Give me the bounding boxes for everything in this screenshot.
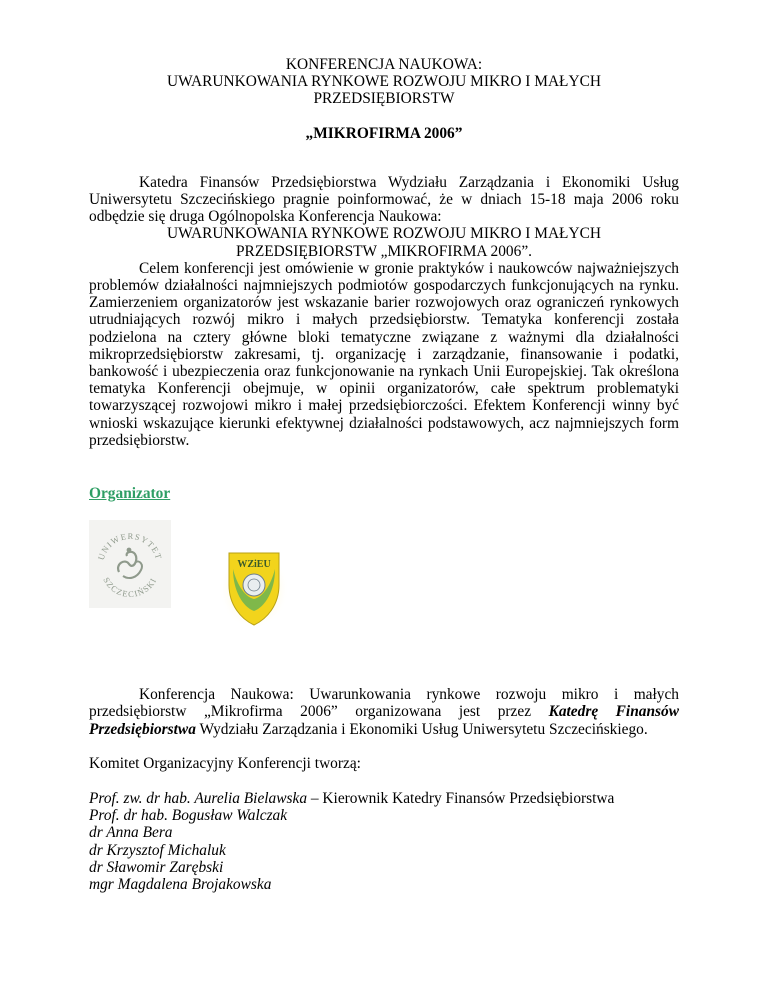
- svg-text:UNIWERSYTET: UNIWERSYTET: [95, 531, 165, 562]
- committee-members: [89, 790, 679, 893]
- document-page: [89, 56, 679, 893]
- member-name: Prof. zw. dr hab. Aurelia Bielawska: [89, 790, 308, 808]
- organizer-para-before: Konferencja Naukowa: Uwarunkowania rynkowe rozwoju mikro i małych przedsiębiorstw „Mikrofirma 2006” organizowana jest przez: [89, 686, 679, 721]
- organizer-para-after: Wydziału Zarządzania i Ekonomiki Usług Uniwersytetu Szczecińskiego.: [199, 720, 648, 738]
- svg-text:SZCZECIŃSKI: SZCZECIŃSKI: [101, 575, 159, 600]
- organizer-paragraph: [89, 686, 679, 738]
- goal-paragraph: Celem konferencji jest omówienie w gronie praktyków i naukowców najważniejszych problemów działalności najmniejszych podmiotów gospodarczych funkcjonujących na rynku. Zamierzeniem organizatorów jest wskazanie barier rozwojowych oraz ograniczeń rynkowych utrudniających rozwój mikro i małych przedsiębiorstw. Tematyka konferencji została podzielona na cztery główne bloki tematyczne związane z ważnymi dla działalności mikroprzedsiębiorstw zakresami, tj. organizację i zarządzanie, finansowanie i podatki, bankowość i ubezpieczenia oraz funkcjonowanie na rynkach Unii Europejskiej. Tak określona tematyka Konferencji obejmuje, w opinii organizatorów, całe spektrum problematyki towarzyszącej rozwojowi mikro i małej przedsiębiorczości. Efektem Konferencji winny być wnioski wskazujące kierunki efektywnej działalności podstawowych, acz najmniejszych form przedsiębiorstw.: [89, 259, 679, 449]
- committee-intro: Komitet Organizacyjny Konferencji tworzą:: [89, 754, 361, 772]
- conference-header: [89, 56, 679, 108]
- header-line-2: UWARUNKOWANIA RYNKOWE ROZWOJU MIKRO I MAŁYCH: [167, 73, 601, 91]
- intro-center-line-2: PRZEDSIĘBIORSTW „MIKROFIRMA 2006”.: [236, 242, 532, 260]
- header-line-1: KONFERENCJA NAUKOWA:: [285, 56, 483, 73]
- university-szczecin-logo: [89, 520, 171, 608]
- intro-center-line-1: UWARUNKOWANIA RYNKOWE ROZWOJU MIKRO I MAŁYCH: [167, 225, 601, 243]
- member-name: dr Krzysztof Michaluk: [89, 841, 226, 859]
- member-name: dr Sławomir Zarębski: [89, 858, 224, 876]
- committee-member: [89, 876, 679, 893]
- organizer-logos: [89, 520, 679, 640]
- committee-member: [89, 842, 679, 859]
- committee-member: [89, 824, 679, 841]
- header-line-3: PRZEDSIĘBIORSTW: [313, 90, 455, 108]
- organizer-para-bold: Katedrę Finansów Przedsiębiorstwa: [89, 703, 679, 738]
- committee-member: [89, 859, 679, 876]
- intro-paragraph: Katedra Finansów Przedsiębiorstwa Wydziału Zarządzania i Ekonomiki Usług Uniwersytetu Szczecińskiego pragnie poinformować, że w dniach 15-18 maja 2006 roku odbędzie się druga Ogólnopolska Konferencja Naukowa:: [89, 173, 679, 226]
- member-role: – Kierownik Katedry Finansów Przedsiębiorstwa: [307, 790, 615, 808]
- member-name: mgr Magdalena Brojakowska: [89, 876, 272, 894]
- wzieu-logo-text: WZiEU: [237, 559, 271, 571]
- faculty-wzieu-logo: [219, 545, 289, 629]
- member-name: dr Anna Bera: [89, 824, 173, 842]
- committee-member: [89, 807, 679, 824]
- committee-member: [89, 790, 679, 807]
- conference-subtitle: „MIKROFIRMA 2006”: [305, 124, 463, 142]
- member-name: Prof. dr hab. Bogusław Walczak: [89, 807, 288, 825]
- organizer-heading[interactable]: Organizator: [89, 485, 171, 503]
